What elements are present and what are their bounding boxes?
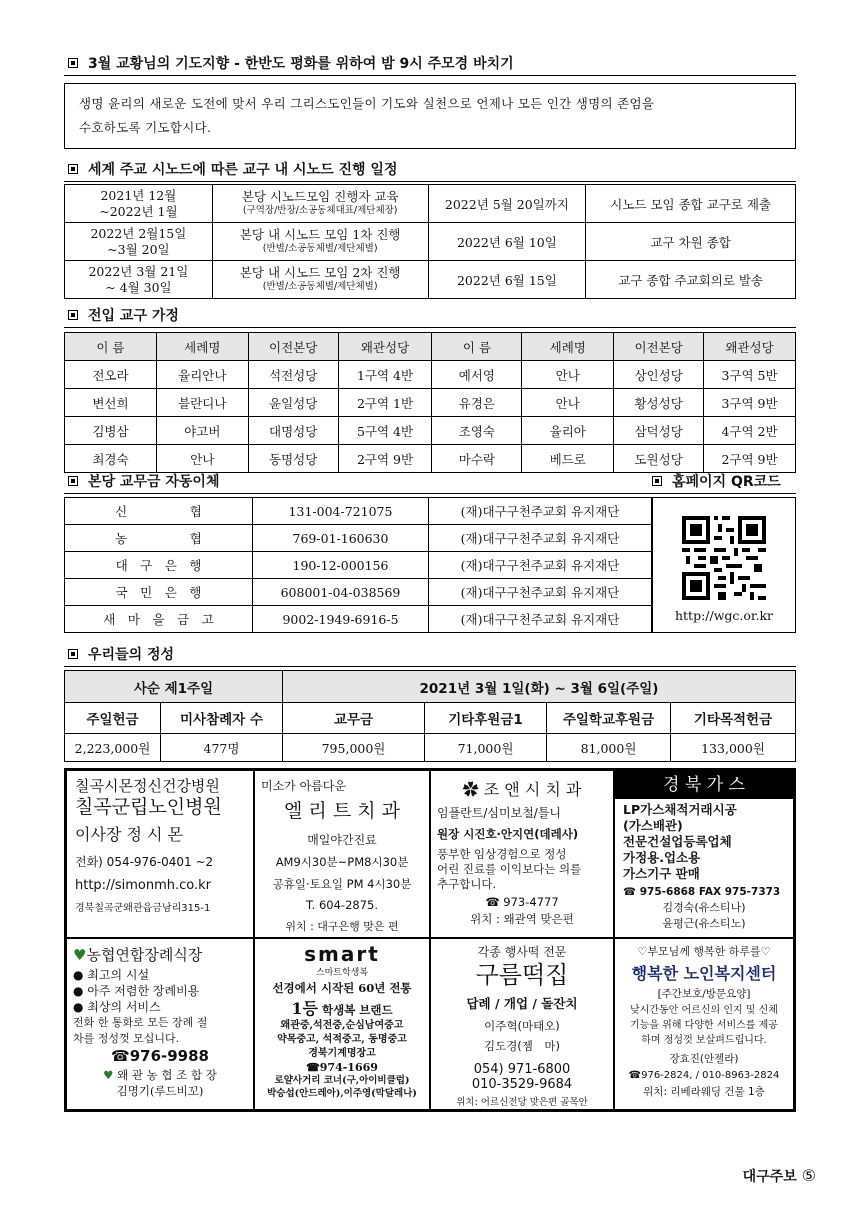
table-cell: 율리아 [522,417,614,445]
ad-text: 어린 진료를 이익보다는 의를 [437,862,582,876]
column-header: 미사참례자 수 [161,703,283,734]
bank-cell: 대 구 은 행 [65,552,253,579]
week-cell: 사순 제1주일 [65,671,283,703]
ad-text: 차를 정성껏 모십니다. [73,1032,180,1045]
table-row [65,606,652,633]
column-header: 왜관성당 [704,333,796,361]
table-row [65,261,796,299]
date-cell: 2022년 6월 10일 [428,223,586,261]
ad-address: 위치 : 대구은행 맞은 편 [285,920,399,933]
table-row [65,734,796,762]
table-cell: 4구역 2반 [704,417,796,445]
task-sub: (반별/소공동체별/제단체별) [262,280,378,292]
table-cell: 상인성당 [614,361,704,389]
holder-cell: (재)대구구천주교회 유지재단 [429,498,652,525]
value-cell: 477명 [161,734,283,762]
ad-text: 김경숙(유스티나) [662,901,746,914]
table-row [65,525,652,552]
ad-title: 칠곡군립노인병원 [75,796,222,818]
table-row [65,389,796,417]
ad-text: 임플란트/심미보철/틀니 [437,806,562,820]
table-cell: 예서영 [432,361,522,389]
holder-cell: (재)대구구천주교회 유지재단 [429,552,652,579]
ad-bullet: ● 아주 저렴한 장례비용 [73,984,200,998]
table-cell: 대명성당 [248,417,338,445]
qr-code-icon[interactable] [682,516,766,600]
ad-text: 선경에서 시작된 60년 전통 [272,981,412,995]
date-range-cell: 2021년 3월 1일(화) ~ 3월 6일(주일) [283,671,796,703]
task-cell: 본당 시노드모임 진행자 교육 [241,188,399,204]
ad-bullet: ● 최상의 서비스 [73,1000,161,1014]
table-row [65,185,796,223]
ad-text: 매일야간진료 [307,833,377,847]
period-cell: 2021년 12월 [100,187,177,203]
ad-text: 스마트학생복 [315,968,369,978]
ad-text: 약목중고, 석적중고, 동명중고 [277,1034,407,1045]
ad-text: 이주혁(마태오) [484,1019,560,1033]
ad-phone: ☎ 973-4777 [485,895,559,909]
ad-text: 공휴일·토요일 PM 4시30분 [272,877,412,891]
date-cell: 2022년 5월 20일까지 [428,185,586,223]
ad-text: 경북기계명장고 [308,1048,376,1059]
footer-label: 대구주보 [742,1169,797,1185]
synod-heading [68,158,397,180]
synod-title: 세계 주교 시노드에 따른 교구 내 시노드 진행 일정 [88,162,398,178]
ad-text: AM9시30분~PM8시30분 [275,855,409,869]
ad-text: 답례 / 개업 / 돌잔치 [466,996,578,1011]
ad-title: ✿ 조 앤 시 치 과 [462,780,582,799]
value-cell: 2,223,000원 [65,734,161,762]
ad-url: http://simonmh.co.kr [75,878,211,893]
bank-cell: 신 협 [65,498,253,525]
prayer-box [64,83,796,149]
table-cell: 변선희 [65,389,157,417]
prayer-title: 3월 교황님의 기도지향 - 한반도 평화를 위하여 밤 9시 주모경 바치기 [88,56,514,72]
table-cell: 최경숙 [65,445,157,473]
autopay-heading [68,470,219,492]
column-header: 세례명 [522,333,614,361]
ad-smart-uniform [254,938,430,1110]
ad-text: 박승섭(안드레아),이주영(막달레나) [267,1088,417,1099]
table-cell: 김병삼 [65,417,157,445]
table-cell: 석전성당 [248,361,338,389]
ad-title: 경 북 가 스 [615,771,793,799]
bullet-square-icon [68,164,78,174]
account-cell: 190-12-000156 [253,552,429,579]
task-sub: (반별/소공동체별/제단체별) [262,242,378,254]
qr-heading [652,470,781,492]
ad-text: 이사장 정 시 몬 [75,825,183,844]
ad-phone: ☎974-1669 [306,1061,378,1074]
prayer-text-line1: 생명 윤리의 새로운 도전에 맞서 우리 그리스도인들이 기도와 실천으로 언제나 모든 인간 생명의 존엄을 [79,96,655,111]
column-header: 이 름 [432,333,522,361]
table-cell: 삼덕성당 [614,417,704,445]
divider [64,493,796,494]
divider [64,75,796,76]
table-cell: 동명성당 [248,445,338,473]
divider [64,666,796,667]
ad-senior-center [614,938,794,1110]
table-cell: 2구역 9반 [338,445,432,473]
period-cell: ~3월 20일 [107,241,170,257]
ad-title: 행복한 노인복지센터 [631,964,777,983]
holder-cell: (재)대구구천주교회 유지재단 [429,606,652,633]
ad-text: 원장 시진호·안지연(데레사) [437,827,579,841]
ad-text: 왜관중,석전중,순심남여중고 [280,1020,404,1031]
column-header: 세례명 [156,333,248,361]
ad-text: 가스기구 판매 [623,866,700,881]
account-cell: 608001-04-038569 [253,579,429,606]
holder-cell: (재)대구구천주교회 유지재단 [429,579,652,606]
task-cell: 본당 내 시노드 모임 1차 진행 [239,226,401,242]
table-header-row [65,333,796,361]
ad-text: 칠곡시몬정신건강병원 [75,777,220,795]
ad-elite-dental [254,770,430,938]
table-row [65,552,652,579]
table-row [65,579,652,606]
table-cell: 황성성당 [614,389,704,417]
bank-cell: 국 민 은 행 [65,579,253,606]
table-cell: 율리안나 [156,361,248,389]
column-header: 주일헌금 [65,703,161,734]
ad-phone: ☎976-2824, / 010-8963-2824 [628,1070,780,1081]
table-cell: 1구역 4반 [338,361,432,389]
value-cell: 795,000원 [283,734,425,762]
ad-text: 1등 학생복 브랜드 [291,999,393,1018]
table-cell: 3구역 9반 [704,389,796,417]
table-cell: 전오라 [65,361,157,389]
autopay-table [64,497,652,633]
divider [64,181,796,182]
action-cell: 교구 차원 종합 [586,223,796,261]
smart-logo: smart [304,942,380,966]
ad-text: 김도경(젬 마) [483,1039,561,1053]
ad-text: ♡부모님께 행복한 하루를♡ [637,945,771,958]
bullet-square-icon [652,476,662,486]
column-header: 주일학교후원금 [547,703,671,734]
ad-text: 전화 한 통화로 모든 장례 절 [73,1016,208,1029]
table-cell: 조영숙 [432,417,522,445]
ad-title: 엘 리 트 치 과 [284,800,400,822]
table-cell: 5구역 4반 [338,417,432,445]
ad-bullet: ● 최고의 시설 [73,968,150,982]
ad-text: 장효진(안젤라) [669,1053,739,1065]
ad-text: ♥ 왜 관 농 협 조 합 장 [103,1068,217,1082]
ad-text: 하며 정성껏 보살펴드립니다. [641,1035,767,1046]
action-cell: 교구 종합 주교회의로 발송 [586,261,796,299]
ad-title: 구름떡집 [475,961,569,989]
ad-text: 풍부한 임상경험으로 정성 [437,847,567,861]
account-cell: 769-01-160630 [253,525,429,552]
task-sub: (구역장/반장/소공동체대표/제단체장) [242,204,398,216]
bank-cell: 농 협 [65,525,253,552]
ad-title: ♥농협연합장례식장 [73,946,203,964]
ad-text: 미소가 아름다운 [261,779,346,793]
account-cell: 9002-1949-6916-5 [253,606,429,633]
table-cell: 2구역 9반 [704,445,796,473]
table-cell: 도원성당 [614,445,704,473]
ad-phone: 010-3529-9684 [471,1077,573,1092]
newcomers-heading [68,304,179,326]
column-header: 교무금 [283,703,425,734]
bullet-square-icon [68,58,78,68]
bullet-square-icon [68,310,78,320]
ad-address: 위치: 어르신전당 맞은편 골목안 [456,1097,588,1108]
table-cell: 야고버 [156,417,248,445]
ad-phone: ☎ 975-6868 FAX 975-7373 [623,886,781,898]
page-number: ⑤ [801,1166,816,1185]
ad-text: [주간보호/방문요양] [657,988,751,1000]
table-cell: 유경은 [432,389,522,417]
tooth-icon: ✿ [462,780,484,799]
ad-rice-cake-shop [430,938,614,1110]
ad-address: 위치 : 왜관역 맞은편 [470,912,574,926]
table-cell: 안나 [156,445,248,473]
ad-phone: 전화) 054-976-0401 ~2 [75,855,214,869]
synod-table [64,184,796,299]
ad-phone: ☎976-9988 [111,1047,209,1065]
table-cell: 3구역 5반 [704,361,796,389]
value-cell: 81,000원 [547,734,671,762]
table-row [65,361,796,389]
ad-text: LP가스채적거래시공 [623,802,737,817]
ad-text: 낮시간동안 어르신의 인지 및 신체 [630,1005,778,1016]
period-cell: 2022년 2월15일 [90,225,187,241]
column-header: 왜관성당 [338,333,432,361]
table-row [65,223,796,261]
footer [743,1166,816,1186]
bullet-square-icon [68,649,78,659]
qr-box [652,497,796,633]
prayer-heading [68,52,514,74]
ad-phone: 054) 971-6800 [473,1062,571,1077]
table-row [65,445,796,473]
table-cell: 2구역 1반 [338,389,432,417]
offering-table [64,670,796,762]
ad-text: 가정용.업소용 [623,850,701,865]
table-cell: 마수락 [432,445,522,473]
divider [64,327,796,328]
table-header-row [65,671,796,703]
ad-text: 전문건설업등록업체 [623,834,732,849]
newcomers-title: 전입 교구 가정 [88,308,179,324]
ad-text: 김명기(루드비꼬) [116,1084,204,1098]
ad-joan-dental [430,770,614,938]
column-header: 기타목적헌금 [671,703,796,734]
ad-address: 경북칠곡군왜관읍금남리315-1 [75,903,211,914]
value-cell: 71,000원 [425,734,547,762]
value-cell: 133,000원 [671,734,796,762]
period-cell: ~ 4월 30일 [105,279,172,295]
ad-gyeongbuk-gas [614,770,794,938]
account-cell: 131-004-721075 [253,498,429,525]
ad-funeral-hall [66,938,254,1110]
table-cell: 블란디나 [156,389,248,417]
nonghyup-logo-icon: ♥ [73,946,87,964]
table-cell: 윤일성당 [248,389,338,417]
offering-title: 우리들의 정성 [88,647,175,663]
ad-text: 윤평근(유스티노) [662,917,746,930]
date-cell: 2022년 6월 15일 [428,261,586,299]
nonghyup-logo-icon: ♥ [103,1068,118,1082]
ad-text: 각종 행사떡 전문 [477,945,567,959]
bank-cell: 새 마 을 금 고 [65,606,253,633]
prayer-text-line2: 수호하도록 기도합시다. [79,120,212,135]
column-header: 기타후원금1 [425,703,547,734]
table-cell: 안나 [522,389,614,417]
ad-simon-hospital [66,770,254,938]
ad-phone: T. 604-2875. [306,898,378,912]
qr-title: 홈페이지 QR코드 [672,474,781,490]
ad-text: 추구합니다. [437,877,497,891]
table-header-row [65,703,796,734]
column-header: 이 름 [65,333,157,361]
column-header: 이전본당 [614,333,704,361]
homepage-url-link[interactable]: http://wgc.or.kr [674,608,774,623]
table-cell: 베드로 [522,445,614,473]
period-cell: 2022년 3월 21일 [88,263,189,279]
ad-address: 로얄사거리 코너(구,아이비클럽) [274,1075,410,1086]
table-row [65,498,652,525]
table-cell: 안나 [522,361,614,389]
offering-heading [68,643,174,665]
ad-address: 위치: 리베라웨딩 건물 1층 [643,1086,765,1098]
table-row [65,417,796,445]
action-cell: 시노드 모임 종합 교구로 제출 [586,185,796,223]
bullet-square-icon [68,476,78,486]
newcomers-table [64,332,796,473]
holder-cell: (재)대구구천주교회 유지재단 [429,525,652,552]
task-cell: 본당 내 시노드 모임 2차 진행 [239,264,401,280]
ad-text: 기능을 위해 다양한 서비스를 제공 [630,1020,778,1031]
ad-text: (가스배관) [623,818,683,833]
period-cell: ~2022년 1월 [99,203,178,219]
column-header: 이전본당 [248,333,338,361]
autopay-title: 본당 교무금 자동이체 [88,474,220,490]
